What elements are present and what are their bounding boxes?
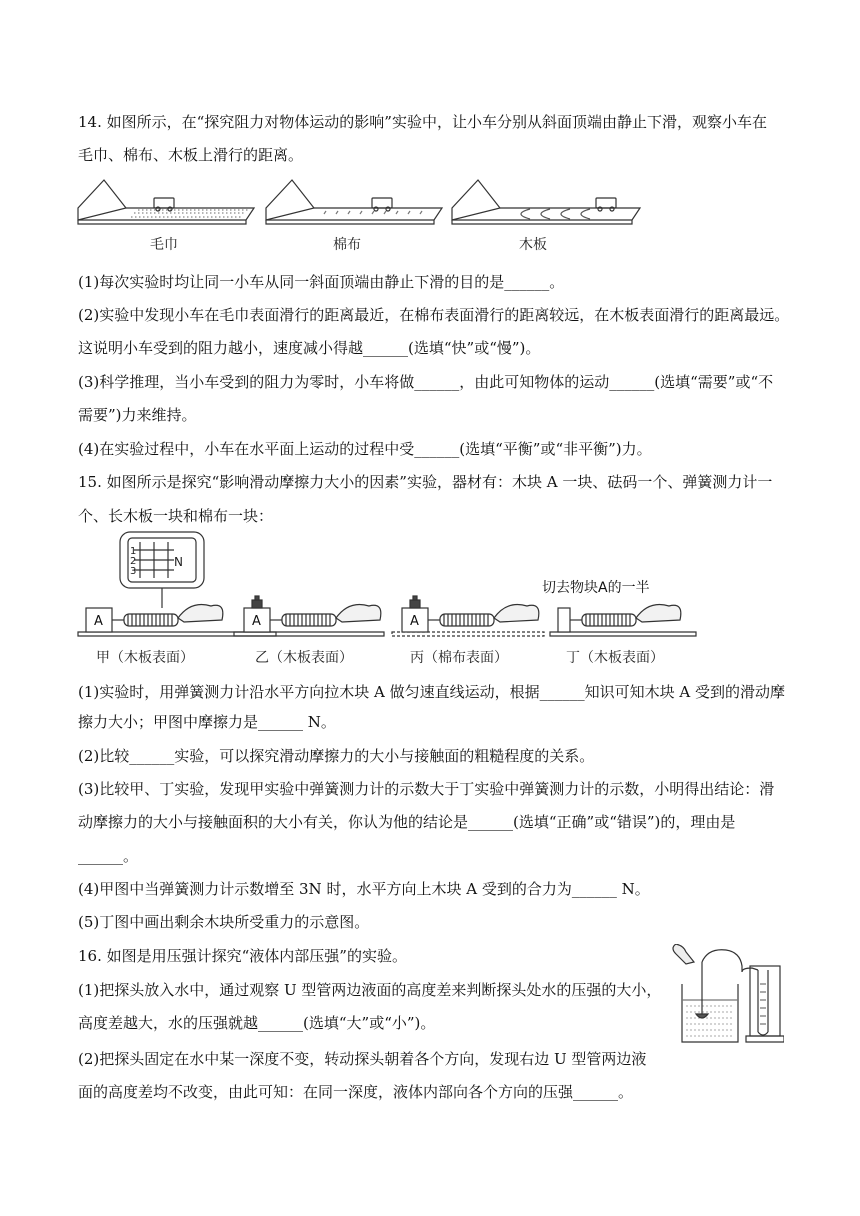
- q15-part-2: (2)比较______实验，可以探究滑动摩擦力的大小与接触面的粗糙程度的关系。: [78, 747, 595, 765]
- q16-part-2b: 面的高度差均不改变，由此可知：在同一深度，液体内部向各个方向的压强______。: [78, 1083, 634, 1101]
- q16-line-1: 16. 如图是用压强计探究“液体内部压强”的实验。: [78, 947, 407, 965]
- q15-part-3a: (3)比较甲、丁实验，发现甲实验中弹簧测力计的示数大于丁实验中弹簧测力计的示数，小明得出结论：滑: [78, 780, 775, 798]
- q15-part-1b: 擦力大小；甲图中摩擦力是______ N。: [78, 713, 336, 731]
- q14-part-4: (4)在实验过程中，小车在水平面上运动的过程中受______(选填“平衡”或“非平衡”)力。: [78, 440, 652, 458]
- cotton-panel: [266, 180, 442, 224]
- q15-part-4: (4)甲图中当弹簧测力计示数增至 3N 时，水平方向上木块 A 受到的合力为______ N。: [78, 880, 650, 898]
- q15-part-3b: 动摩擦力的大小与接触面积的大小有关，你认为他的结论是______(选填“正确”或“错误”)的，理由是: [78, 813, 736, 831]
- q14-part-2b: 这说明小车受到的阻力越小，速度减小得越______(选填“快”或“慢”)。: [78, 339, 541, 357]
- caption-wood: 木板: [519, 237, 547, 253]
- caption-towel: 毛巾: [150, 237, 178, 253]
- q14-part-3a: (3)科学推理，当小车受到的阻力为零时，小车将做______，由此可知物体的运动______(选填“需要”或“不: [78, 373, 774, 391]
- q14-line-1: 14. 如图所示，在“探究阻力对物体运动的影响”实验中，让小车分别从斜面顶端由静止下滑，观察小车在: [78, 113, 767, 131]
- q14-part-1: (1)每次实验时均让同一小车从同一斜面顶端由静止下滑的目的是______。: [78, 273, 565, 291]
- wood-panel: [452, 180, 640, 224]
- block-a-yi: A: [252, 614, 261, 629]
- block-a-jia: A: [94, 614, 103, 629]
- caption-jia: 甲（木板表面）: [96, 650, 194, 666]
- caption-yi: 乙（木板表面）: [255, 650, 353, 666]
- q16-part-2a: (2)把探头固定在水中某一深度不变，转动探头朝着各个方向，发现右边 U 型管两边液: [78, 1050, 647, 1068]
- dial-tick-2: 2: [130, 556, 137, 567]
- q15-part-3c: ______。: [78, 847, 139, 865]
- caption-cotton: 棉布: [333, 237, 361, 253]
- block-a-bing: A: [410, 614, 419, 629]
- q14-line-2: 毛巾、棉布、木板上滑行的距离。: [78, 146, 304, 164]
- dial-tick-1: 1: [130, 546, 137, 557]
- q16-part-1a: (1)把探头放入水中，通过观察 U 型管两边液面的高度差来判断探头处水的压强的大小，: [78, 981, 662, 999]
- q15-line-2: 个、长木板一块和棉布一块：: [78, 507, 274, 525]
- dial-tick-3: 3: [130, 566, 137, 577]
- q14-part-2a: (2)实验中发现小车在毛巾表面滑行的距离最近，在棉布表面滑行的距离较远，在木板表面滑行的距离最远。: [78, 306, 790, 324]
- q15-line-1: 15. 如图所示是探究“影响滑动摩擦力大小的因素”实验，器材有：木块 A 一块、砝码一个、弹簧测力计一: [78, 473, 773, 491]
- q16-figure-manometer: [662, 944, 784, 1048]
- caption-bing: 丙（棉布表面）: [410, 650, 508, 666]
- towel-panel: [78, 180, 254, 224]
- q16-part-1b: 高度差越大，水的压强就越______(选填“大”或“小”)。: [78, 1014, 436, 1032]
- q15-part-1a: (1)实验时，用弹簧测力计沿水平方向拉木块 A 做匀速直线运动，根据______知识可知木块 A 受到的滑动摩: [78, 683, 785, 701]
- q15-part-5: (5)丁图中画出剩余木块所受重力的示意图。: [78, 913, 370, 931]
- q15-figure-friction: [76, 530, 716, 642]
- q14-part-3b: 需要”)力来维持。: [78, 406, 197, 424]
- dial-unit: N: [174, 555, 183, 569]
- cut-note: 切去物块A的一半: [542, 580, 650, 596]
- q14-figure-slopes: [76, 178, 646, 230]
- caption-ding: 丁（木板表面）: [566, 650, 664, 666]
